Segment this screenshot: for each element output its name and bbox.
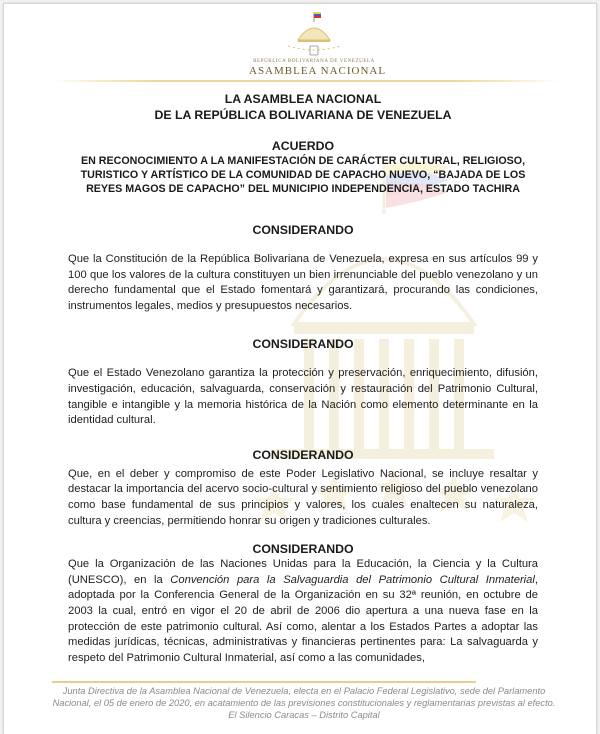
- footer-divider: [52, 681, 476, 683]
- acuerdo-subtitle-line-2: TURISTICO Y ARTÍSTICO DE LA COMUNIDAD DE CAPACHO NUEVO, “BAJADA DE LOS: [80, 169, 526, 181]
- considerando-heading-3: CONSIDERANDO: [252, 447, 354, 462]
- capitol-dome-icon: [284, 10, 344, 58]
- considerando-text-3: Que, en el deber y compromiso de este Poder Legislativo Nacional, se incluye resaltar y destacar la importancia del acervo socio-cultural y sentimiento religioso del pueblo venezolano como base fundamental de sus principios y valores, los cuales enaltecen su naturaleza, cultura y creencias, permitiendo honrar su origen y tradiciones culturales.: [68, 467, 538, 527]
- header-line-1: LA ASAMBLEA NACIONAL: [224, 92, 382, 106]
- considerando-heading-2: CONSIDERANDO: [252, 337, 354, 352]
- considerando-text-4-after: , adoptada por la Conferencia General de la Organización en su 32ª reunión, en octubre de 2003 la cual, entró en vigor el 20 de abril de 2006 dio apertura a una nueva fase en la protección de este patrimonio cultural. Así como, alentar a los Estados Partes a adoptar las medidas jurídicas, técnicas, administrativas y financieras pertinentes para: La salvaguarda y respeto del Patrimonio Cultural Inmaterial, así como a las comunidades,: [68, 573, 538, 664]
- considerando-heading-4: CONSIDERANDO: [252, 542, 354, 557]
- document-body: [68, 91, 538, 666]
- footer-note: Junta Directiva de la Asamblea Nacional de Venezuela, electa en el Palacio Federal Legislativo, sede del Parlamento Nacional, el 05 de enero de 2020, en acatamiento de las previsiones constitucionales y reglamentarias previstas al efecto. El Silencio Caracas – Distrito Capital: [52, 686, 556, 720]
- acuerdo-subtitle-line-3: REYES MAGOS DE CAPACHO” DEL MUNICIPIO INDEPENDENCIA, ESTADO TACHIRA: [86, 183, 520, 195]
- acuerdo-subtitle-line-1: EN RECONOCIMIENTO A LA MANIFESTACIÓN DE CARÁCTER CULTURAL, RELIGIOSO,: [80, 155, 526, 167]
- considerando-text-1: Que la Constitución de la República Bolivariana de Venezuela, expresa en sus artículos 99 y 100 que los valores de la cultura constituyen un bien irrenunciable del pueblo venezolano y un derecho fundamental que el Estado fomentará y garantizará, procurando las condiciones, instrumentos legales, medios y presupuestos necesarios.: [68, 253, 538, 312]
- asamblea-logo: [249, 10, 387, 82]
- header-divider: [50, 80, 560, 82]
- considerando-text-4: [68, 557, 538, 666]
- considerando-text-2: Que el Estado Venezolano garantiza la protección y preservación, enriquecimiento, difusión, investigación, educación, salvaguarda, conservación y restauración del Patrimonio Cultural, tangible e intangible y la memoria histórica de la Nación como elemento determinante en la identidad cultural.: [68, 367, 538, 427]
- considerando-text-4-before: Que la Organización de las Naciones Unidas para la Educación, la Ciencia y la Cultura (UNESCO), en la: [68, 558, 538, 586]
- considerando-heading-1: CONSIDERANDO: [252, 223, 354, 237]
- document-page: [3, 3, 597, 734]
- acuerdo-title: ACUERDO: [271, 139, 335, 153]
- convention-title: Convención para la Salvaguardia del Patrimonio Cultural Inmaterial: [170, 573, 535, 586]
- logo-name: ASAMBLEA NACIONAL: [249, 65, 387, 77]
- logo-subtitle: REPÚBLICA BOLIVARIANA DE VENEZUELA: [253, 59, 375, 64]
- header-line-2: DE LA REPÚBLICA BOLIVARIANA DE VENEZUELA: [154, 108, 452, 122]
